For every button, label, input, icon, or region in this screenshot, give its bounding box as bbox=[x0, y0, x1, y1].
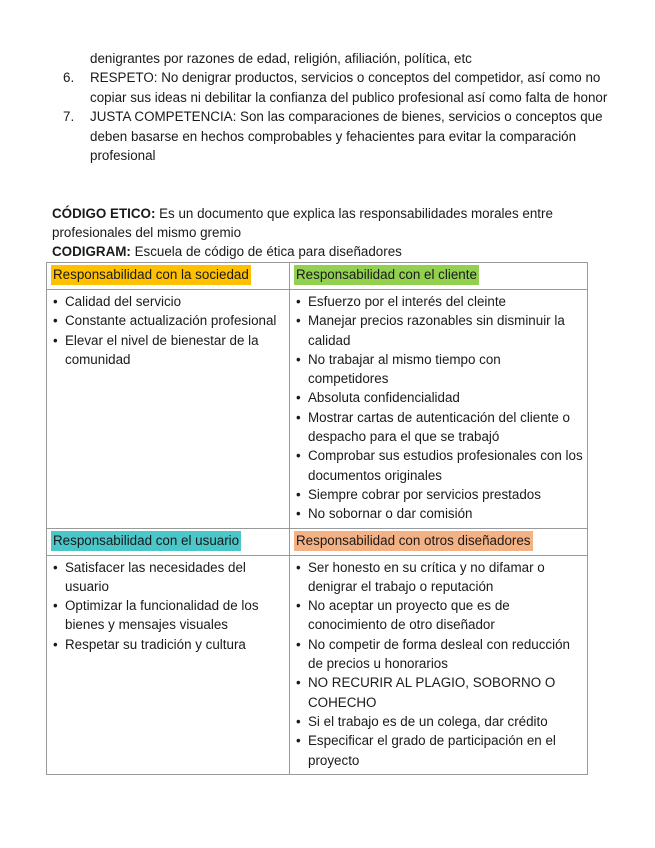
list-item: • Mostrar cartas de autenticación del cliente o despacho para el que se trabajó bbox=[294, 408, 583, 447]
codigram-definition bbox=[52, 242, 592, 261]
cell-usuario bbox=[47, 555, 290, 774]
list-item bbox=[52, 68, 612, 107]
codigram-text: Escuela de código de ética para diseñadores bbox=[130, 244, 402, 259]
table-row bbox=[47, 263, 588, 290]
header-usuario: Responsabilidad con el usuario bbox=[51, 531, 241, 551]
list-usuario bbox=[51, 558, 285, 654]
list-item-text: RESPETO: No denigrar productos, servicios o conceptos del competidor, así como no copiar sus ideas ni debilitar la confianza del publico profesional así como falta de honor bbox=[90, 70, 608, 105]
table-row bbox=[47, 290, 588, 529]
list-item: • No sobornar o dar comisión bbox=[294, 504, 583, 523]
header-sociedad: Responsabilidad con la sociedad bbox=[51, 265, 251, 285]
list-item: • Optimizar la funcionalidad de los bienes y mensajes visuales bbox=[51, 596, 285, 635]
responsibilities-table bbox=[46, 262, 588, 775]
header-cell-cliente bbox=[290, 263, 588, 290]
list-item: • Elevar el nivel de bienestar de la comunidad bbox=[51, 331, 285, 370]
list-item: • Manejar precios razonables sin disminuir la calidad bbox=[294, 311, 583, 350]
list-item: • Constante actualización profesional bbox=[51, 311, 285, 330]
list-item: • Satisfacer las necesidades del usuario bbox=[51, 558, 285, 597]
codigo-etico-text: Es un documento que explica las responsabilidades morales entre profesionales del mismo gremio bbox=[52, 206, 553, 240]
list-item: • Si el trabajo es de un colega, dar crédito bbox=[294, 712, 583, 731]
list-item-text: JUSTA COMPETENCIA: Son las comparaciones de bienes, servicios o conceptos que deben basarse en hechos comprobables y fehacientes para evitar la comparación profesional bbox=[90, 109, 603, 163]
list-item: • Siempre cobrar por servicios prestados bbox=[294, 485, 583, 504]
list-item: • No trabajar al mismo tiempo con competidores bbox=[294, 350, 583, 389]
list-number: 6. bbox=[63, 70, 75, 85]
codigram-term: CODIGRAM: bbox=[52, 244, 131, 259]
list-item: • NO RECURIR AL PLAGIO, SOBORNO O COHECHO bbox=[294, 673, 583, 712]
header-cell-usuario bbox=[47, 528, 290, 555]
list-sociedad bbox=[51, 292, 285, 369]
list-item: • Ser honesto en su crítica y no difamar o denigrar el trabajo o reputación bbox=[294, 558, 583, 597]
table-row bbox=[47, 528, 588, 555]
list-disenadores bbox=[294, 558, 583, 770]
cell-cliente bbox=[290, 290, 588, 529]
list-item: • No aceptar un proyecto que es de conocimiento de otro diseñador bbox=[294, 596, 583, 635]
codigo-etico-term: CÓDIGO ETICO: bbox=[52, 206, 156, 221]
list-item: • Comprobar sus estudios profesionales con los documentos originales bbox=[294, 446, 583, 485]
list-cliente bbox=[294, 292, 583, 524]
cell-sociedad bbox=[47, 290, 290, 529]
list-number: 7. bbox=[63, 109, 75, 124]
list-item: • No competir de forma desleal con reducción de precios u honorarios bbox=[294, 635, 583, 674]
list-item: • Respetar su tradición y cultura bbox=[51, 635, 285, 654]
list-item bbox=[52, 107, 612, 166]
header-cell-sociedad bbox=[47, 263, 290, 290]
list-item: • Especificar el grado de participación en el proyecto bbox=[294, 731, 583, 770]
table-row bbox=[47, 555, 588, 774]
list-item: • Calidad del servicio bbox=[51, 292, 285, 311]
header-disenadores: Responsabilidad con otros diseñadores bbox=[294, 531, 533, 551]
header-cell-disenadores bbox=[290, 528, 588, 555]
continuation-text: denigrantes por razones de edad, religión, afiliación, política, etc bbox=[90, 51, 472, 66]
definitions bbox=[52, 204, 592, 261]
list-item: • Absoluta confidencialidad bbox=[294, 388, 583, 407]
header-cliente: Responsabilidad con el cliente bbox=[294, 265, 479, 285]
cell-disenadores bbox=[290, 555, 588, 774]
numbered-list bbox=[52, 68, 612, 166]
codigo-etico-definition bbox=[52, 204, 592, 242]
list-item: • Esfuerzo por el interés del cleinte bbox=[294, 292, 583, 311]
